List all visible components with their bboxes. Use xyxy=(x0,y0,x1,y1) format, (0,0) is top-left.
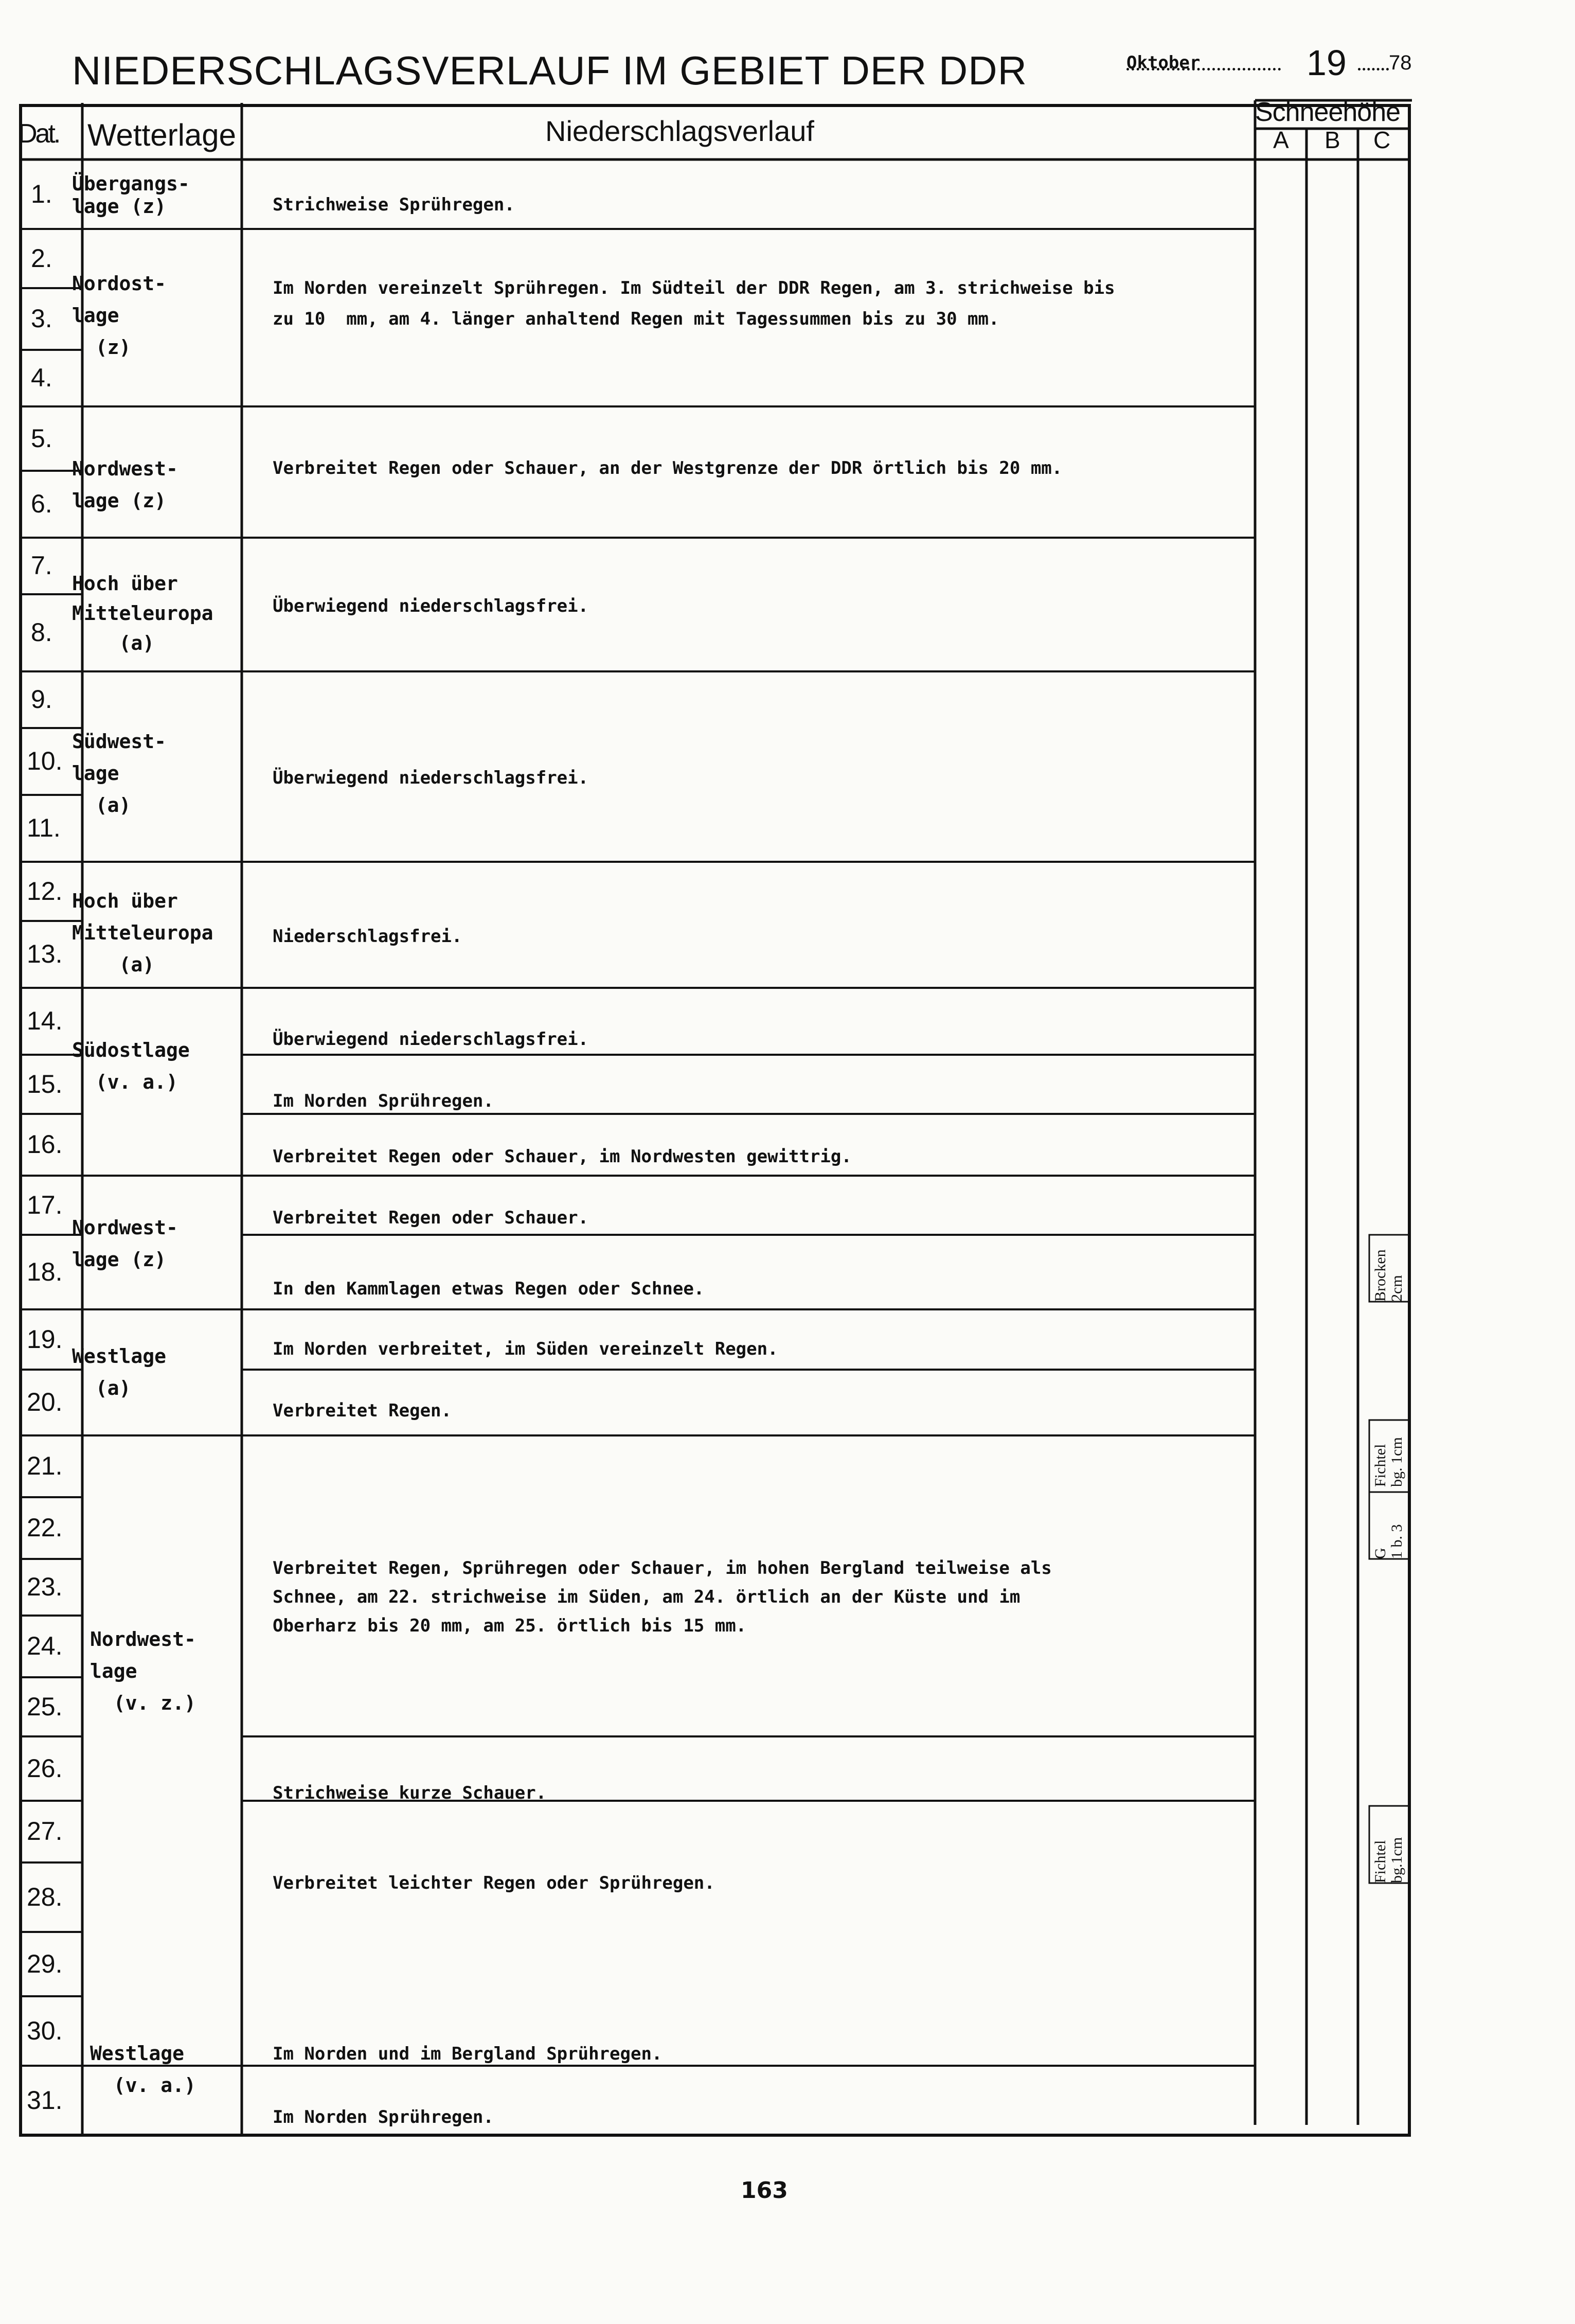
day-number: 8. xyxy=(31,618,52,647)
verlauf-text: Verbreitet Regen oder Schauer. xyxy=(273,1208,589,1228)
snow-note: G 1 b. 3 xyxy=(1372,1524,1405,1559)
wetterlage-cell: Südwest- lage (a) xyxy=(72,730,167,817)
wetterlage-cell: Westlage (v. a.) xyxy=(90,2042,196,2097)
column-a-header: A xyxy=(1273,127,1289,153)
snow-note: Fichtel bg. 1cm xyxy=(1372,1437,1405,1487)
year-prefix: 19 xyxy=(1306,43,1347,83)
day-number: 31. xyxy=(27,2085,63,2115)
verlauf-text: Im Norden Sprühregen. xyxy=(273,2107,494,2127)
wetterlage-cell: Nordost- lage (z) xyxy=(72,272,167,359)
day-number: 5. xyxy=(31,423,52,453)
wetterlage-cell: Westlage (a) xyxy=(72,1345,167,1399)
verlauf-text: Überwiegend niederschlagsfrei. xyxy=(273,1029,589,1050)
day-number: 24. xyxy=(27,1631,63,1660)
day-number: 10. xyxy=(27,747,63,775)
wetterlage-cell: Hoch über Mitteleuropa (a) xyxy=(72,890,213,976)
verlauf-text: Im Norden Sprühregen. xyxy=(273,1091,494,1111)
day-number: 17. xyxy=(27,1190,63,1219)
month-value: Oktober xyxy=(1126,52,1201,73)
day-number: 27. xyxy=(27,1817,63,1846)
verlauf-text: Überwiegend niederschlagsfrei. xyxy=(273,768,589,788)
verlauf-text: Verbreitet Regen. xyxy=(273,1400,452,1421)
day-number: 14. xyxy=(27,1006,63,1035)
day-number: 1. xyxy=(31,179,52,208)
schneehoehe-header: Schneehöhe xyxy=(1255,97,1401,127)
day-number: 12. xyxy=(27,876,63,906)
wetterlage-cell: Übergangs- lage (z) xyxy=(72,172,190,218)
column-c-header: C xyxy=(1373,127,1391,153)
day-number: 18. xyxy=(27,1257,63,1286)
day-number: 7. xyxy=(31,551,52,580)
day-number: 22. xyxy=(27,1513,63,1542)
day-number: 20. xyxy=(27,1388,63,1416)
verlauf-text: Verbreitet Regen oder Schauer, im Nordwesten gewittrig. xyxy=(273,1146,852,1167)
wetterlage-cell: Nordwest- lage (z) xyxy=(72,457,178,512)
verlauf-text: Überwiegend niederschlagsfrei. xyxy=(273,596,589,616)
verlauf-text: Strichweise kurze Schauer. xyxy=(273,1783,547,1803)
snow-note: Fichtel bg.1cm xyxy=(1372,1837,1405,1883)
day-number: 2. xyxy=(31,243,52,273)
dat-header: Dat. xyxy=(18,119,59,149)
day-number: 25. xyxy=(27,1692,63,1721)
day-number: 15. xyxy=(27,1069,63,1098)
day-number: 11. xyxy=(27,813,61,842)
day-number: 29. xyxy=(27,1949,63,1978)
verlauf-text: Verbreitet Regen, Sprühregen oder Schauer, im hohen Bergland teilweise als Schnee, am 22. strichweise im Süden, am 24. örtlich an der Küste und im Oberharz bis 20 mm, am 25. örtlich bis 15 mm. xyxy=(273,1558,1052,1636)
day-number: 16. xyxy=(27,1130,63,1159)
day-number: 9. xyxy=(31,685,52,714)
day-number: 13. xyxy=(27,939,63,968)
page-number: 163 xyxy=(741,2177,788,2204)
verlauf-text: Niederschlagsfrei. xyxy=(273,926,462,947)
wetterlage-cell: Nordwest- lage (v. z.) xyxy=(90,1628,196,1714)
page-title: NIEDERSCHLAGSVERLAUF IM GEBIET DER DDR xyxy=(72,48,1027,93)
day-number: 6. xyxy=(31,489,52,518)
day-number: 30. xyxy=(27,2016,63,2045)
verlauf-text: Im Norden und im Bergland Sprühregen. xyxy=(273,2044,663,2064)
wetterlage-cell: Nordwest- lage (z) xyxy=(72,1216,178,1271)
niederschlagsverlauf-header: Niederschlagsverlauf xyxy=(545,115,814,147)
verlauf-text: Verbreitet leichter Regen oder Sprühregen. xyxy=(273,1873,715,1893)
day-number: 23. xyxy=(27,1572,63,1601)
verlauf-text: Verbreitet Regen oder Schauer, an der Westgrenze der DDR örtlich bis 20 mm. xyxy=(273,458,1063,478)
verlauf-text: Im Norden verbreitet, im Süden vereinzelt Regen. xyxy=(273,1339,778,1359)
day-number: 21. xyxy=(27,1451,63,1480)
column-b-header: B xyxy=(1325,127,1340,153)
verlauf-text: In den Kammlagen etwas Regen oder Schnee. xyxy=(273,1279,705,1299)
verlauf-text: Im Norden vereinzelt Sprühregen. Im Südteil der DDR Regen, am 3. strichweise bis zu 10 mm, am 4. länger anhaltend Regen mit Tagessummen bis zu 30 mm. xyxy=(273,278,1115,329)
snow-note: Brocken 2cm xyxy=(1372,1249,1405,1302)
wetterlage-header: Wetterlage xyxy=(87,118,237,152)
day-number: 26. xyxy=(27,1753,63,1783)
day-number: 3. xyxy=(31,304,52,333)
wetterlage-cell: Hoch über Mitteleuropa (a) xyxy=(72,572,213,654)
wetterlage-cell: Südostlage (v. a.) xyxy=(72,1039,190,1093)
verlauf-text: Strichweise Sprühregen. xyxy=(273,194,515,215)
day-number: 19. xyxy=(27,1324,63,1354)
day-number: 28. xyxy=(27,1882,63,1911)
year-suffix: 78 xyxy=(1389,51,1412,74)
day-number: 4. xyxy=(31,363,52,392)
